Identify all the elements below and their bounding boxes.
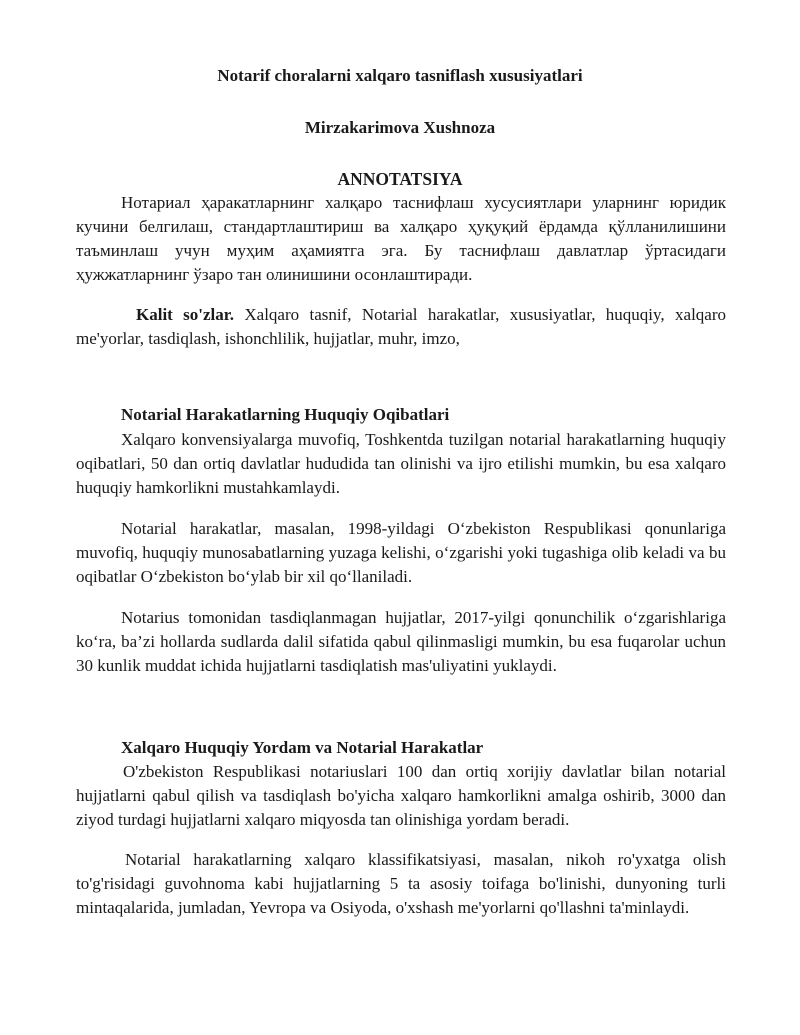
paper-title: Notarif choralarni xalqaro tasniflash xususiyatlari bbox=[217, 66, 583, 85]
keywords-label: Kalit so'zlar. bbox=[136, 305, 235, 324]
section1-paragraph-1: Xalqaro konvensiyalarga muvofiq, Toshkentda tuzilgan notarial harakatlarning huquqiy oqibatlari, 50 dan ortiq davlatlar hududida tan olinishi va ijro etilishi mumkin, bu esa xalqaro huquqiy hamkorlikni mustahkamlaydi. bbox=[76, 430, 726, 497]
section1-paragraph-2: Notarial harakatlar, masalan, 1998-yildagi O‘zbekiston Respublikasi qonunlariga muvofiq, huquqiy munosabatlarning yuzaga kelishi, o‘zgarishi yoki tugashiga olib keladi va bu oqibatlar O‘zbekiston bo‘ylab bir xil qo‘llaniladi. bbox=[76, 519, 726, 586]
keywords-list: Xalqaro tasnif, Notarial harakatlar, xususiyatlar, huquqiy, xalqaro me'yorlar, tasdiqlash, ishonchlilik, hujjatlar, muhr, imzo, bbox=[76, 305, 726, 348]
section2-paragraph-2: Notarial harakatlarning xalqaro klassifikatsiyasi, masalan, nikoh ro'yxatga olish to'g'risidagi guvohnoma kabi hujjatlarning 5 ta asosiy toifaga bo'linishi, dunyoning turli mintaqalarida, jumladan, Yevropa va Osiyoda, o'xshash me'yorlarni qo'llashni ta'minlaydi. bbox=[76, 850, 726, 917]
section-heading-legal-assistance: Xalqaro Huquqiy Yordam va Notarial Harakatlar bbox=[121, 738, 484, 757]
section1-paragraph-3: Notarius tomonidan tasdiqlanmagan hujjatlar, 2017-yilgi qonunchilik o‘zgarishlariga ko‘ra, ba’zi hollarda sudlarda dalil sifatida qabul qilinmasligi mumkin, bu esa fuqarolar uchun 30 kunlik muddat ichida hujjatlarni tasdiqlatish mas'uliyatini yuklaydi. bbox=[76, 608, 726, 675]
keywords bbox=[76, 303, 726, 351]
section-heading-legal-consequences: Notarial Harakatlarning Huquqiy Oqibatlari bbox=[121, 405, 450, 424]
author-name: Mirzakarimova Xushnoza bbox=[304, 118, 496, 137]
abstract-text: Нотариал ҳаракатларнинг халқаро таснифлаш хусусиятлари уларнинг юридик кучини белгилаш, стандартлаштириш ва халқаро ҳуқуқий ёрдамда қўлланилишини таъминлаш учун муҳим аҳамиятга эга. Бу таснифлаш давлатлар ўртасидаги ҳужжатларнинг ўзаро тан олинишини осонлаштиради. bbox=[76, 193, 726, 284]
abstract-heading: ANNOTATSIYA bbox=[337, 169, 463, 189]
section2-paragraph-1: O'zbekiston Respublikasi notariuslari 100 dan ortiq xorijiy davlatlar bilan notarial hujjatlarni qabul qilish va tasdiqlash bo'yicha xalqaro hamkorlikni amalga oshirib, 3000 dan ziyod turdagi hujjatlarni xalqaro miqyosda tan olinishiga yordam beradi. bbox=[76, 762, 726, 829]
